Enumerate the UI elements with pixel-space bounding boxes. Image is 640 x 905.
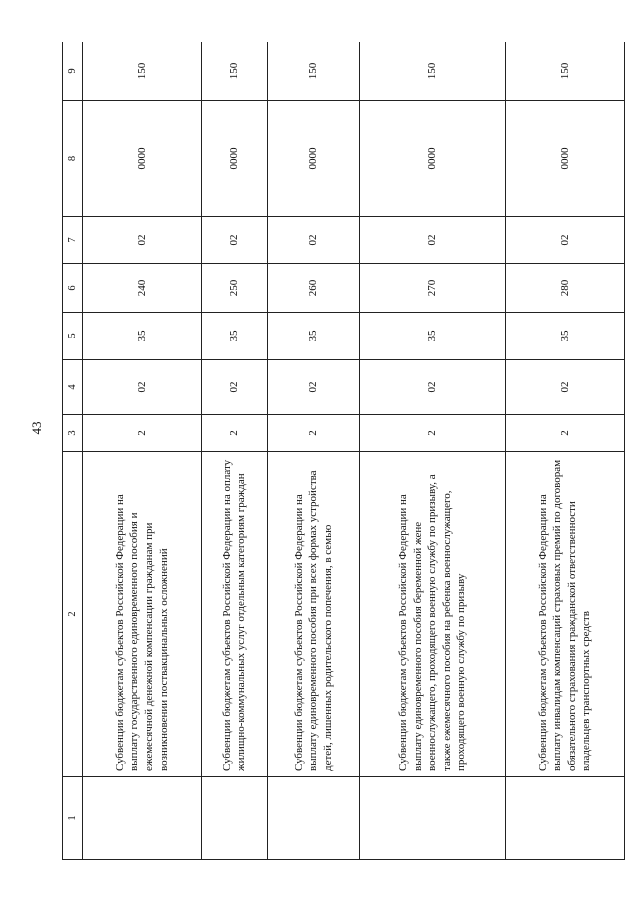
- code-cell: 35: [267, 313, 359, 360]
- code-cell: 02: [83, 217, 202, 264]
- row-number-cell: [83, 777, 202, 860]
- row-number-cell: [505, 777, 624, 860]
- code-cell: 35: [360, 313, 506, 360]
- code-cell: 2: [360, 415, 506, 452]
- code-cell: 260: [267, 264, 359, 313]
- header-cell: 4: [63, 360, 83, 415]
- code-cell: 0000: [505, 101, 624, 217]
- page-number: 43: [29, 421, 44, 435]
- table-row: [360, 42, 506, 860]
- table-row: [202, 42, 268, 860]
- row-number-cell: [202, 777, 268, 860]
- row-number-cell: [267, 777, 359, 860]
- code-cell: 250: [202, 264, 268, 313]
- code-cell: 02: [267, 360, 359, 415]
- code-cell: 35: [505, 313, 624, 360]
- code-cell: 02: [360, 360, 506, 415]
- code-cell: 02: [505, 217, 624, 264]
- code-cell: 02: [505, 360, 624, 415]
- header-cell: 2: [63, 452, 83, 777]
- code-cell: 2: [83, 415, 202, 452]
- header-cell: 6: [63, 264, 83, 313]
- code-cell: 02: [360, 217, 506, 264]
- code-cell: 2: [267, 415, 359, 452]
- code-cell: 150: [360, 42, 506, 101]
- code-cell: 02: [202, 217, 268, 264]
- code-cell: 02: [83, 360, 202, 415]
- header-cell: 1: [63, 777, 83, 860]
- header-row: [63, 42, 83, 860]
- description-cell: Субвенции бюджетам субъектов Российской Федерации на выплату единовременного пособия беременной жене военнослужащего, проходящего военную службу по призыву, а также ежемесячного пособия на ребенка военнослужащего, проходящего военную службу по призыву: [360, 452, 506, 777]
- code-cell: 240: [83, 264, 202, 313]
- code-cell: 0000: [202, 101, 268, 217]
- rotated-table-area: [62, 42, 625, 860]
- code-cell: 0000: [267, 101, 359, 217]
- code-cell: 270: [360, 264, 506, 313]
- header-cell: 3: [63, 415, 83, 452]
- code-cell: 0000: [83, 101, 202, 217]
- row-number-cell: [360, 777, 506, 860]
- code-cell: 02: [202, 360, 268, 415]
- code-cell: 2: [505, 415, 624, 452]
- description-cell: Субвенции бюджетам субъектов Российской Федерации на выплату единовременного пособия при всех формах устройства детей, лишенных родительского попечения, в семью: [267, 452, 359, 777]
- code-cell: 02: [267, 217, 359, 264]
- code-cell: 280: [505, 264, 624, 313]
- code-cell: 35: [202, 313, 268, 360]
- code-cell: 0000: [360, 101, 506, 217]
- header-cell: 5: [63, 313, 83, 360]
- description-cell: Субвенции бюджетам субъектов Российской Федерации на выплату государственного единовременного пособия и ежемесячной денежной компенсации гражданам при возникновении поствакцинальных осложнений: [83, 452, 202, 777]
- header-cell: 9: [63, 42, 83, 101]
- code-cell: 150: [202, 42, 268, 101]
- code-cell: 2: [202, 415, 268, 452]
- table-row: [505, 42, 624, 860]
- code-cell: 150: [505, 42, 624, 101]
- table-row: [267, 42, 359, 860]
- code-cell: 150: [267, 42, 359, 101]
- table-sheet: [62, 42, 625, 860]
- code-cell: 35: [83, 313, 202, 360]
- description-cell: Субвенции бюджетам субъектов Российской Федерации на выплату инвалидам компенсаций страховых премий по договорам обязательного страхования гражданской ответственности владельцев транспортных средств: [505, 452, 624, 777]
- header-cell: 8: [63, 101, 83, 217]
- header-cell: 7: [63, 217, 83, 264]
- code-cell: 150: [83, 42, 202, 101]
- description-cell: Субвенции бюджетам субъектов Российской Федерации на оплату жилищно-коммунальных услуг отдельным категориям граждан: [202, 452, 268, 777]
- table-row: [83, 42, 202, 860]
- budget-classification-table: [62, 42, 625, 860]
